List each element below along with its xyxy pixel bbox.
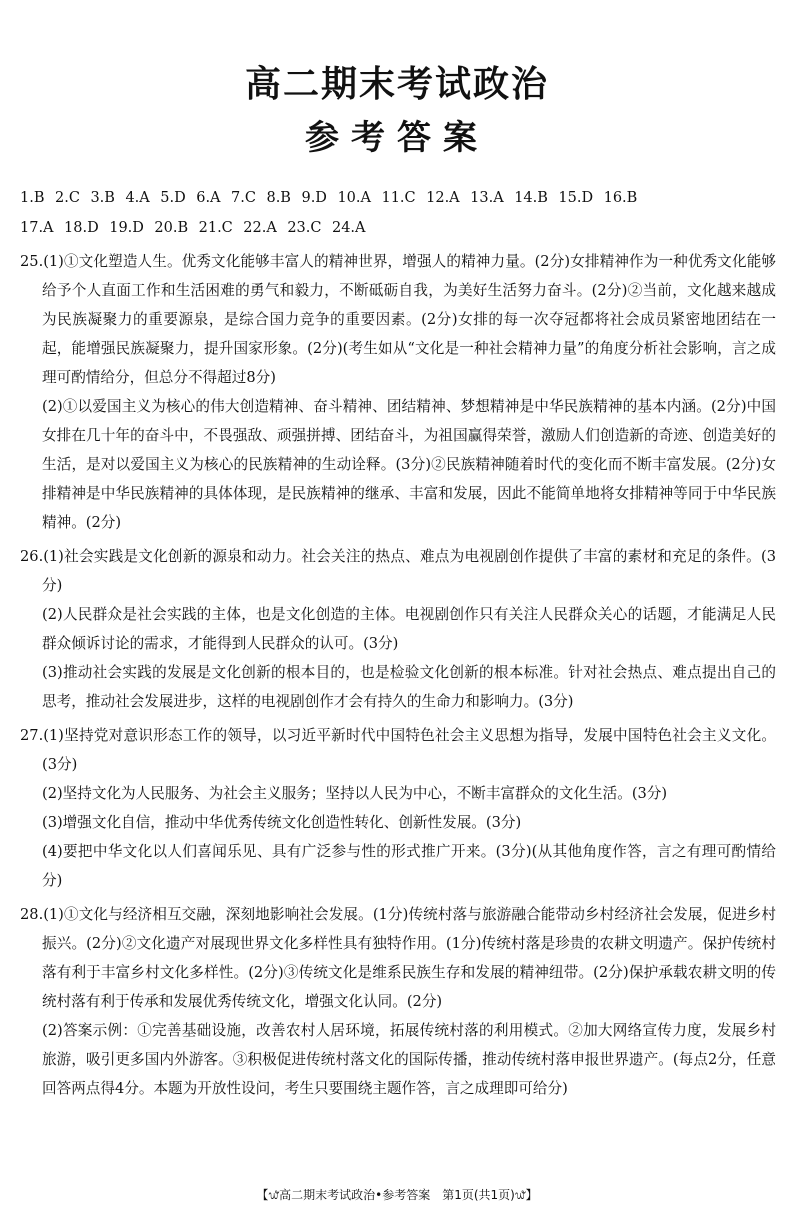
q26-part3: (3)推动社会实践的发展是文化创新的根本目的，也是检验文化创新的根本标准。针对社会热点、难点提出自己的思考，推动社会发展进步，这样的电视剧创作才会有持久的生命力和影响力。(3分) bbox=[42, 664, 776, 710]
mc-answer: 24.A bbox=[331, 220, 366, 236]
question-26 bbox=[20, 542, 776, 716]
answer-body bbox=[20, 247, 776, 1103]
question-27 bbox=[20, 721, 776, 895]
mc-answer: 7.C bbox=[231, 190, 256, 206]
mc-answer: 19.D bbox=[109, 220, 144, 236]
mc-answer: 8.B bbox=[266, 190, 291, 206]
q28-part2: (2)答案示例：①完善基础设施，改善农村人居环境，拓展传统村落的利用模式。②加大网络宣传力度，发展乡村旅游，吸引更多国内外游客。③积极促进传统村落文化的国际传播，推动传统村落申报世界遗产。(每点2分，任意回答两点得4分。本题为开放性设问，考生只要围绕主题作答，言之成理即可给分) bbox=[42, 1022, 776, 1097]
page-subtitle: 参考答案 bbox=[305, 118, 489, 158]
question-28 bbox=[20, 900, 776, 1103]
page-footer: 【᭙高二期末考试政治•参考答案 第1页(共1页)᭙】 bbox=[256, 1188, 538, 1202]
q27-part1: 27.(1)坚持党对意识形态工作的领导，以习近平新时代中国特色社会主义思想为指导，发展中国特色社会主义文化。(3分) bbox=[20, 727, 776, 773]
mc-answer: 10.A bbox=[337, 190, 371, 206]
q26-part2: (2)人民群众是社会实践的主体，也是文化创造的主体。电视剧创作只有关注人民群众关心的话题，才能满足人民群众倾诉讨论的需求，才能得到人民群众的认可。(3分) bbox=[42, 606, 776, 652]
question-25 bbox=[20, 247, 776, 537]
q27-part3: (3)增强文化自信，推动中华优秀传统文化创造性转化、创新性发展。(3分) bbox=[42, 814, 522, 831]
q28-part1: 28.(1)①文化与经济相互交融，深刻地影响社会发展。(1分)传统村落与旅游融合能带动乡村经济社会发展，促进乡村振兴。(2分)②文化遗产对展现世界文化多样性具有独特作用。(1分)传统村落是珍贵的农耕文明遗产。保护传统村落有利于丰富乡村文化多样性。(2分)③传统文化是维系民族生存和发展的精神纽带。(2分)保护承载农耕文明的传统村落有利于传承和发展优秀传统文化，增强文化认同。(2分) bbox=[20, 906, 776, 1010]
q27-part4: (4)要把中华文化以人们喜闻乐见、具有广泛参与性的形式推广开来。(3分)(从其他角度作答，言之有理可酌情给分) bbox=[42, 843, 776, 889]
mc-answer: 16.B bbox=[603, 190, 638, 206]
mc-answer: 15.D bbox=[558, 190, 594, 206]
mc-answer: 23.C bbox=[287, 220, 322, 236]
mc-answer: 13.A bbox=[470, 190, 504, 206]
mc-answer: 6.A bbox=[196, 190, 221, 206]
mc-answer: 4.A bbox=[125, 190, 150, 206]
multiple-choice-row-1 bbox=[20, 190, 780, 206]
q26-part1: 26.(1)社会实践是文化创新的源泉和动力。社会关注的热点、难点为电视剧创作提供了丰富的素材和充足的条件。(3分) bbox=[20, 548, 776, 594]
mc-answer: 20.B bbox=[154, 220, 189, 236]
mc-answer: 2.C bbox=[55, 190, 80, 206]
mc-answer: 12.A bbox=[426, 190, 460, 206]
q25-part1: 25.(1)①文化塑造人生。优秀文化能够丰富人的精神世界，增强人的精神力量。(2分)女排精神作为一种优秀文化能够给予个人直面工作和生活困难的勇气和毅力，不断砥砺自我，为美好生活努力奋斗。(2分)②当前，文化越来越成为民族凝聚力的重要源泉，是综合国力竞争的重要因素。(2分)女排的每一次夺冠都将社会成员紧密地团结在一起，能增强民族凝聚力，提升国家形象。(2分)(考生如从“文化是一种社会精神力量”的角度分析社会影响，言之成理可酌情给分，但总分不得超过8分) bbox=[20, 253, 776, 386]
page-title: 高二期末考试政治 bbox=[244, 64, 549, 105]
mc-answer: 22.A bbox=[243, 220, 277, 236]
mc-answer: 17.A bbox=[20, 220, 54, 236]
mc-answer: 21.C bbox=[198, 220, 233, 236]
mc-answer: 14.B bbox=[514, 190, 548, 206]
q25-part2: (2)①以爱国主义为核心的伟大创造精神、奋斗精神、团结精神、梦想精神是中华民族精神的基本内涵。(2分)中国女排在几十年的奋斗中，不畏强敌、顽强拼搏、团结奋斗，为祖国赢得荣誉，激励人们创造新的奇迹、创造美好的生活，是对以爱国主义为核心的民族精神的生动诠释。(3分)②民族精神随着时代的变化而不断丰富发展。(2分)女排精神是中华民族精神的具体体现，是民族精神的继承、丰富和发展，因此不能简单地将女排精神等同于中华民族精神。(2分) bbox=[42, 398, 776, 531]
mc-answer: 5.D bbox=[160, 190, 186, 206]
multiple-choice-row-2 bbox=[20, 220, 780, 236]
mc-answer: 9.D bbox=[301, 190, 327, 206]
mc-answer: 1.B bbox=[20, 190, 45, 206]
mc-answer: 18.D bbox=[64, 220, 99, 236]
mc-answer: 3.B bbox=[90, 190, 115, 206]
mc-answer: 11.C bbox=[381, 190, 416, 206]
q27-part2: (2)坚持文化为人民服务、为社会主义服务；坚持以人民为中心，不断丰富群众的文化生活。(3分) bbox=[42, 785, 668, 802]
